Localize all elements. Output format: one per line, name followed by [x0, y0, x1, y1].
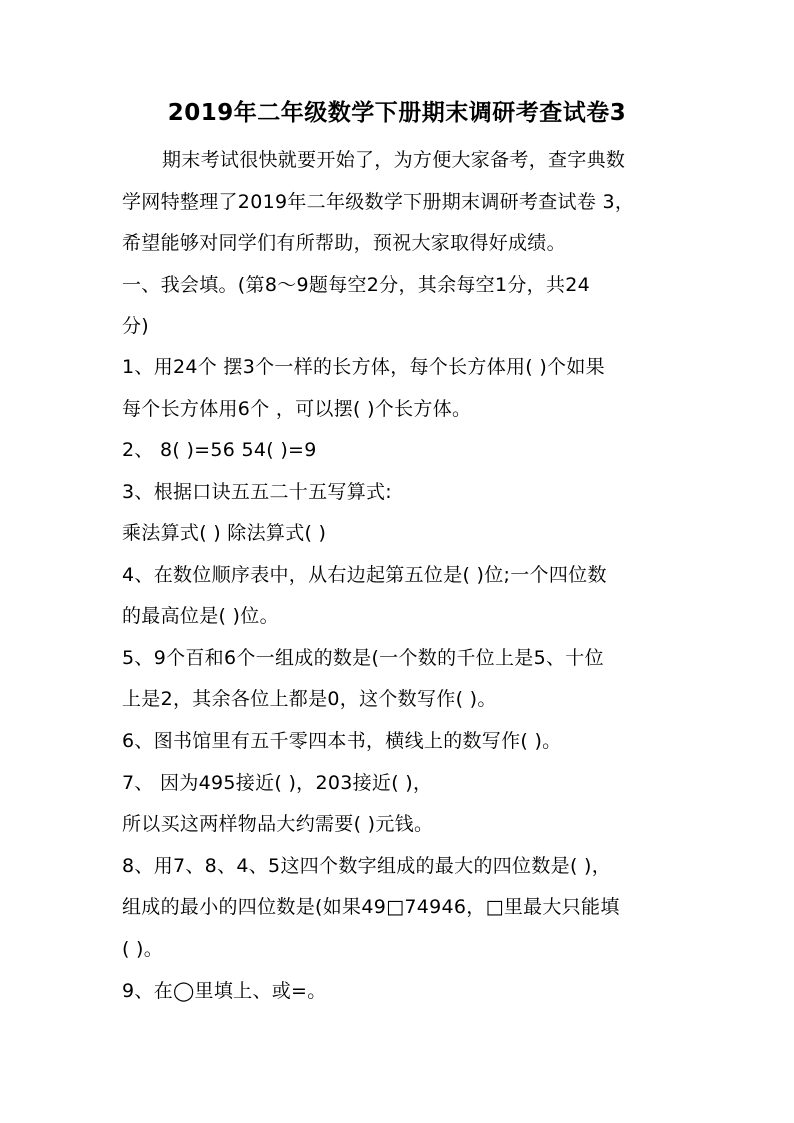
section-heading-line-1: 一、我会填。(第8～9题每空2分，其余每空1分，共24	[122, 274, 591, 296]
question-line: 所以买这两样物品大约需要( )元钱。	[122, 813, 434, 835]
question-line: 组成的最小的四位数是(如果49□74946，□里最大只能填	[122, 896, 620, 918]
question-line: 上是2，其余各位上都是0，这个数写作( )。	[122, 688, 497, 710]
question-line: 2、 8( )=56 54( )=9	[122, 439, 317, 461]
question-line: 1、用24个 摆3个一样的长方体，每个长方体用( )个如果	[122, 356, 605, 378]
intro-line-3: 希望能够对同学们有所帮助，预祝大家取得好成绩。	[122, 232, 566, 254]
question-line: 3、根据口诀五五二十五写算式:	[122, 481, 392, 503]
page-title: 2019年二年级数学下册期末调研考查试卷3	[167, 100, 627, 126]
question-line: 7、 因为495接近( )，203接近( )，	[122, 772, 433, 794]
question-line: ( )。	[122, 938, 164, 960]
question-line: 乘法算式( ) 除法算式( )	[122, 522, 327, 544]
question-line: 的最高位是( )位。	[122, 605, 279, 627]
intro-line-2: 学网特整理了2019年二年级数学下册期末调研考查试卷 3，	[122, 191, 635, 213]
question-line: 6、图书馆里有五千零四本书，横线上的数写作( )。	[122, 730, 562, 752]
section-heading-line-2: 分)	[122, 315, 150, 337]
intro-line-1: 期末考试很快就要开始了，为方便大家备考，查字典数	[162, 149, 626, 171]
question-line: 8、用7、8、4、5这四个数字组成的最大的四位数是( )，	[122, 855, 612, 877]
question-line: 5、9个百和6个一组成的数是(一个数的千位上是5、十位	[122, 647, 604, 669]
question-line: 4、在数位顺序表中，从右边起第五位是( )位;一个四位数	[122, 564, 607, 586]
question-line: 每个长方体用6个 ，可以摆( )个长方体。	[122, 398, 472, 420]
question-line: 9、在◯里填上、或=。	[122, 980, 327, 1002]
